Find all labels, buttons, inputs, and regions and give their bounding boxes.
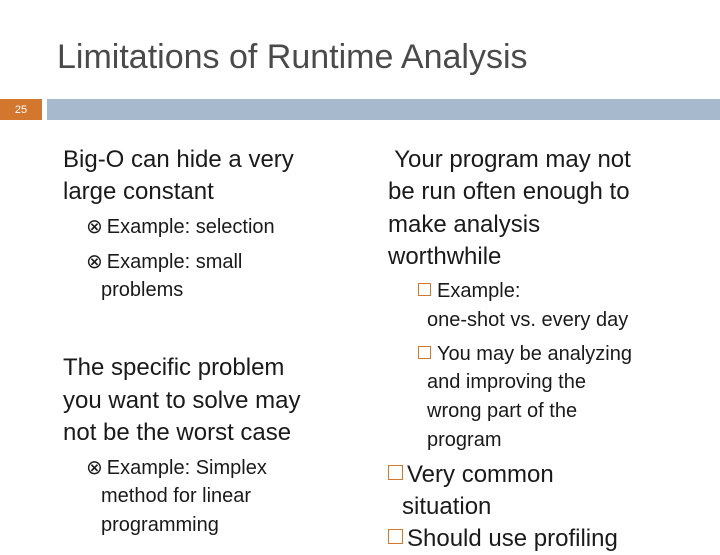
right-bullet-2-cont-3: program [427, 429, 502, 451]
left-bullet-2-cont: problems [101, 279, 184, 301]
left-paragraph-1-line-1: Big-O can hide a very [63, 146, 294, 173]
left-bullet-1-text: Example: selection [106, 216, 275, 238]
hollow-square-icon [418, 283, 431, 296]
header-bar [0, 99, 720, 120]
right-bullet-2-cont-2: wrong part of the [427, 400, 578, 422]
left-bullet-2-text: Example: small [106, 251, 243, 273]
hollow-square-icon [388, 529, 403, 544]
right-bullet-2-text: You may be analyzing [437, 343, 632, 365]
hollow-square-icon [418, 346, 431, 359]
right-bullet-1-cont: one-shot vs. every day [427, 309, 629, 331]
right-paragraph-1-line-2: be run often enough to [388, 178, 630, 205]
right-paragraph-2-text: Very common [407, 461, 554, 488]
left-bullet-3 [86, 454, 267, 483]
right-bullet-2-cont-1: and improving the [427, 371, 586, 393]
left-bullet-3-cont-1: method for linear [101, 485, 252, 507]
right-paragraph-2-line-1 [388, 458, 554, 491]
left-bullet-2 [86, 248, 242, 277]
right-paragraph-1-line-4: worthwhile [388, 243, 502, 270]
circled-arrow-icon: ⊗ [86, 216, 103, 238]
right-paragraph-1-line-3: make analysis [388, 211, 541, 238]
hollow-square-icon [388, 465, 403, 480]
left-paragraph-2-line-2: you want to solve may [63, 387, 301, 414]
right-paragraph-1-line-1: Your program may not [388, 146, 631, 173]
right-paragraph-3 [388, 522, 618, 555]
left-bullet-1 [86, 213, 275, 242]
left-bullet-3-text: Example: Simplex [106, 457, 267, 479]
left-paragraph-2-line-3: not be the worst case [63, 419, 292, 446]
right-paragraph-3-text: Should use profiling [407, 525, 618, 552]
right-paragraph-2-line-2: situation [402, 493, 492, 520]
header-bar-fill [47, 99, 720, 120]
circled-arrow-icon: ⊗ [86, 251, 103, 273]
right-bullet-1 [418, 277, 520, 306]
right-bullet-2 [418, 340, 632, 369]
left-bullet-3-cont-2: programming [101, 514, 219, 536]
slide-title: Limitations of Runtime Analysis [57, 38, 528, 76]
circled-arrow-icon: ⊗ [86, 457, 103, 479]
left-paragraph-1-line-2: large constant [63, 178, 214, 205]
left-paragraph-2-line-1: The specific problem [63, 354, 285, 381]
right-bullet-1-text: Example: [437, 280, 521, 302]
page-number: 25 [0, 99, 42, 120]
